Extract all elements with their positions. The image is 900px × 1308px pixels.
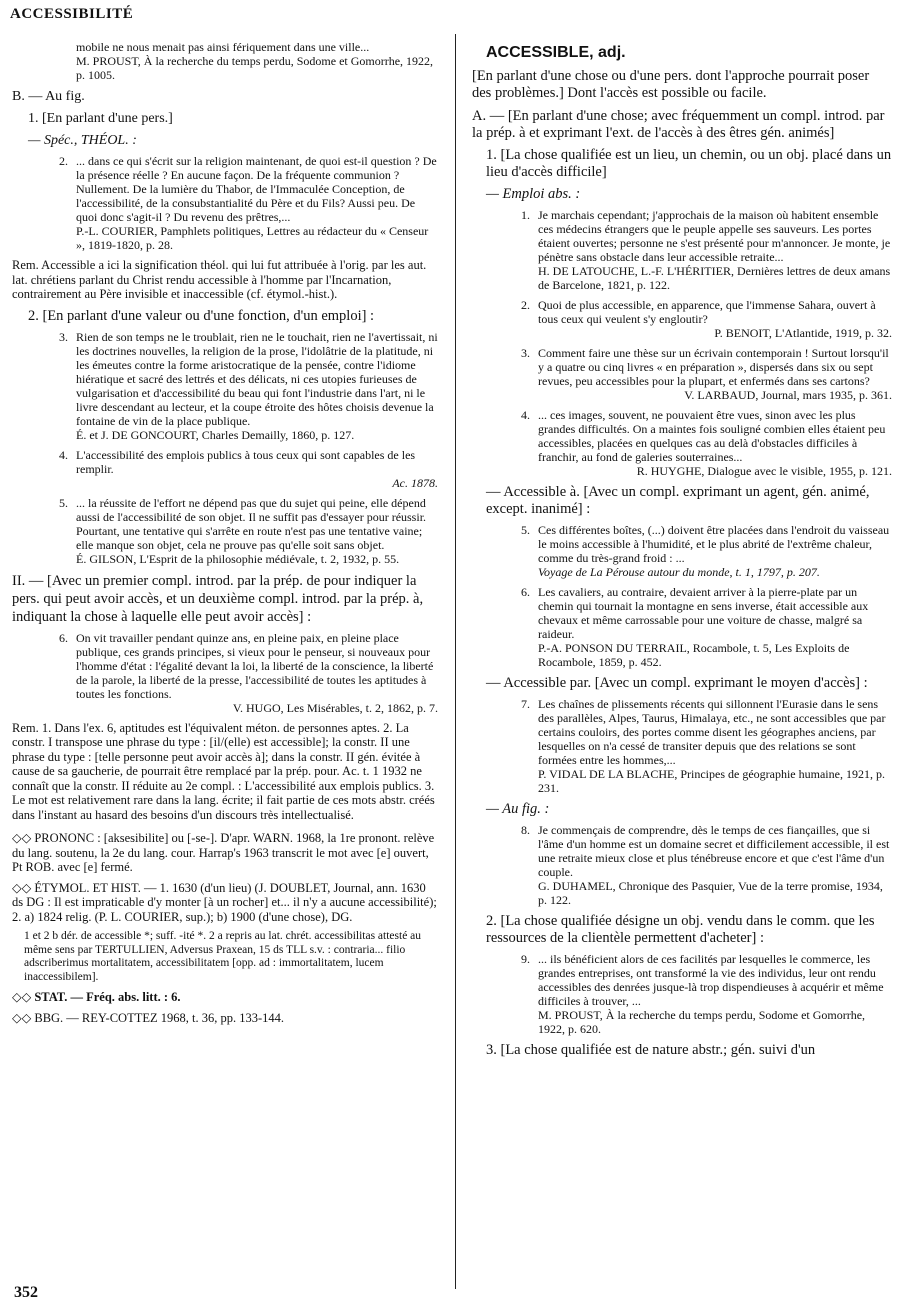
- citation-number: 8.: [521, 823, 530, 837]
- stat-block: ◇◇ STAT. — Fréq. abs. litt. : 6.: [12, 990, 181, 1004]
- citation-number: 2.: [59, 154, 68, 168]
- citation-number: 9.: [521, 952, 530, 966]
- citation-source: P.-L. COURIER, Pamphlets politiques, Lettres au rédacteur du « Censeur », 1819-1820, p. 28.: [76, 224, 429, 252]
- citation-source: P. BENOIT, L'Atlantide, 1919, p. 32.: [714, 326, 892, 340]
- sense-a-heading: A. — [En parlant d'une chose; avec fréquemment un compl. introd. par la prép. à et exprimant l'ext. de l'accès à des êtres gén. animés]: [472, 108, 885, 141]
- running-header: ACCESSIBILITÉ: [10, 6, 134, 22]
- page-number: 352: [14, 1284, 38, 1301]
- citation-text: Quoi de plus accessible, en apparence, que l'immense Sahara, ouvert à tous ceux qui veulent s'y engloutir?: [538, 298, 876, 326]
- citation-source: V. LARBAUD, Journal, mars 1935, p. 361.: [684, 388, 892, 402]
- citation-number: 6.: [59, 630, 68, 645]
- citation-r7: [521, 697, 892, 795]
- citation-source: M. PROUST, À la recherche du temps perdu, Sodome et Gomorrhe, 1922, p. 620.: [538, 1008, 866, 1036]
- citation-r1: [521, 208, 892, 292]
- citation-source: R. HUYGHE, Dialogue avec le visible, 1955, p. 121.: [636, 464, 892, 478]
- citation-number: 7.: [521, 697, 530, 711]
- citation-number: 3.: [521, 346, 530, 360]
- citation-text: Je marchais cependant; j'approchais de la maison où habitent ensemble ces médecins étrangers que le peuple appelle ses sauveurs. Les portes étaient ouvertes; personne ne s'est présenté pour m'annoncer. Je monte, je pénètre sans obstacle dans leur accessible retraite...: [538, 208, 891, 264]
- emploi-abs-label: — Emploi abs. :: [486, 186, 581, 202]
- accessible-a-heading: — Accessible à. [Avec un compl. exprimant un agent, gén. animé, except. inanimé] :: [486, 484, 870, 517]
- bibliography-block: ◇◇ BBG. — REY-COTTEZ 1968, t. 36, pp. 133-144.: [12, 1010, 284, 1025]
- citation-text: ... ces images, souvent, ne pouvaient être vues, sinon avec les plus grandes difficultés. On a maintes fois souligné combien elles étaient peu accessibles, placées en quelques cas au delà d'obstacles difficiles à franchir, au fond de galeries souterraines...: [538, 408, 886, 464]
- citation-r6: [521, 585, 892, 669]
- citation-r2: [521, 298, 892, 340]
- citation-text: mobile ne nous menait pas ainsi fériquement dans une ville...: [76, 40, 370, 54]
- citation-r5: [521, 523, 892, 579]
- etymology-block: ◇◇ ÉTYMOL. ET HIST. — 1. 1630 (d'un lieu) (J. DOUBLET, Journal, ann. 1630 ds DG : Il est impraticable d'y monter [à un rocher] et... il n'y a aucune accessibilité); 2. a) 1824 relig. (P. L. COURIER, sup.); b) 1900 (d'une chose), DG.: [12, 880, 437, 924]
- citation-text: Rien de son temps ne le troublait, rien ne le touchait, rien ne l'avertissait, ni les doctrines nouvelles, la religion de la prose, l'idolâtrie de la platitude, ni les émeutes contre la forme aristocratique de la pensée, contre l'idiome hiératique et sacré des lettrés et des délicats, ni ces utopies furieuses de vulgarisation et d'accessibilité du beau qui font l'industrie dans l'art, ni le livre descendant au lecteur, et la coupe étroite des hôtes choisis devenue la fontaine de vin de la place publique.: [76, 329, 438, 428]
- remark-2: Rem. 1. Dans l'ex. 6, aptitudes est l'équivalent méton. de personnes aptes. 2. La constr. I transpose une phrase du type : [il/(elle) est accessible]; la constr. II une phrase du type : [telle personne peut avoir accès à]; dans la constr. II gén. évitée à cause de sa gaucherie, de pourrait être remplacé par la prép. pour. Ac. t. 1 1932 ne connaît que la constr. II réduite au 2e compl. : L'accessibilité aux emplois publics. 3. Le mot est relativement rare dans la lang. écrite; il fait partie de ces mots abstr. créés dans l'instant au hasard des besoins d'un discours très intellectualisé.: [12, 720, 435, 822]
- citation-source: G. DUHAMEL, Chronique des Pasquier, Vue de la terre promise, 1934, p. 122.: [538, 879, 883, 907]
- citation-text: Les chaînes de plissements récents qui sillonnent l'Eurasie dans le sens des parallèles, Alpes, Taurus, Himalaya, etc., ne sont accessibles que par certains couloirs, des portes comme disent les géographes anciens, par lesquelles on n'a cessé de transiter depuis que des relations se sont formées entre les hommes,...: [538, 697, 886, 767]
- citation-source: É. GILSON, L'Esprit de la philosophie médiévale, t. 2, 1932, p. 55.: [76, 551, 400, 566]
- citation-number: 6.: [521, 585, 530, 599]
- citation-source: Voyage de La Pérouse autour du monde, t. 1, 1797, p. 207.: [538, 565, 820, 579]
- sense-b1: 1. [En parlant d'une pers.]: [28, 111, 173, 126]
- citation-number: 5.: [521, 523, 530, 537]
- citation-5: [59, 495, 438, 566]
- citation-r3: [521, 346, 892, 402]
- citation-source: P. VIDAL DE LA BLACHE, Principes de géographie humaine, 1921, p. 231.: [538, 767, 885, 795]
- citation-number: 4.: [59, 447, 68, 462]
- entry-title: ACCESSIBLE, adj.: [486, 44, 626, 61]
- sense-a1: 1. [La chose qualifiée est un lieu, un chemin, ou un obj. placé dans un lieu d'accès difficile]: [486, 147, 892, 180]
- citation-6: [59, 630, 438, 715]
- citation-text: L'accessibilité des emplois publics à tous ceux qui sont capables de les remplir.: [76, 447, 416, 476]
- citation-source: Ac. 1878.: [392, 475, 438, 490]
- citation-text: ... ils bénéficient alors de ces facilités par lesquelles le commerce, les grandes entreprises, ont transformé la vie des individus, leur ont rendu accessibles des denrées jusque-là trop dispendieuses à acquérir et même difficiles à trouver, ...: [538, 952, 884, 1008]
- citation-source: É. et J. DE GONCOURT, Charles Demailly, 1860, p. 127.: [76, 427, 355, 442]
- citation-text: Je commençais de comprendre, dès le temps de ces fiançailles, que si l'âme d'un homme est un domaine secret et difficilement accessible, il est une retraite mieux close et plus ténébreuse encore et que c'est l'âme d'un couple.: [538, 823, 890, 879]
- citation-text: On vit travailler pendant quinze ans, en pleine paix, en pleine place publique, ces grands principes, si vieux pour le penseur, si nouveaux pour l'homme d'état : l'égalité devant la loi, la liberté de la conscience, la liberté de la parole, la liberté de la presse, l'accessibilité de toutes les aptitudes à toutes les fonctions.: [76, 630, 434, 701]
- citation-2: [59, 154, 438, 252]
- spec-theol-label: — Spéc., THÉOL. :: [28, 133, 137, 148]
- etymology-note: 1 et 2 b dér. de accessible *; suff. -ité *. 2 a repris au lat. chrét. accessibilitas attesté au même sens par TERTULLIEN, Adversus Praxean, 15 ds TLL s.v. : contraria... filio adscriberimus mortalitatem, accessibilitatem [opp. ad : immortalitatem, lucem inaccessibilem].: [24, 930, 422, 983]
- citation-text: Comment faire une thèse sur un écrivain contemporain ! Surtout lorsqu'il y a quatre ou cinq livres « en préparation », dispersés dans six ou sept revues, peu accessibles pour la plupart, et enfermés dans ses cartons?: [538, 346, 889, 388]
- column-divider: [455, 34, 456, 1289]
- citation-number: 5.: [59, 495, 68, 510]
- sense-a2: 2. [La chose qualifiée désigne un obj. vendu dans le comm. que les ressources de la clientèle permettent d'acheter] :: [486, 913, 875, 946]
- section-ii-heading: II. — [Avec un premier compl. introd. par la prép. de pour indiquer la pers. qui peut avoir accès, et un deuxième compl. introd. par la prép. à, indiquant la chose à laquelle elle peut avoir accès] :: [12, 572, 424, 625]
- subsection-b-heading: B. — Au fig.: [12, 89, 85, 104]
- citation-continued: [76, 40, 438, 82]
- citation-source: V. HUGO, Les Misérables, t. 2, 1862, p. 7.: [232, 700, 438, 715]
- citation-source: H. DE LATOUCHE, L.-F. L'HÉRITIER, Dernières lettres de deux amans de Barcelone, 1821, p. 122.: [538, 264, 891, 292]
- pronunciation-block: ◇◇ PRONONC : [aksesibilite] ou [-se-]. D'apr. WARN. 1968, la 1re pronont. relève du lang. soutenu, la 2e du lang. cour. Harrap's 1963 transcrit le mot avec [e] ouvert, Pt ROB. avec [e] fermé.: [12, 831, 435, 874]
- right-column: [472, 40, 892, 1302]
- citation-r9: [521, 952, 892, 1036]
- au-fig-label: — Au fig. :: [486, 801, 550, 817]
- remark-1: Rem. Accessible a ici la signification théol. qui lui fut attribuée à l'orig. par les aut. lat. chrétiens parlant du Christ rendu accessible à l'homme par l'Incarnation, contrairement au Père invisible et inaccessible (cf. étymol.-hist.).: [12, 258, 427, 301]
- sense-a3: 3. [La chose qualifiée est de nature abstr.; gén. suivi d'un: [486, 1042, 816, 1058]
- citation-4: [59, 447, 438, 490]
- citation-3: [59, 329, 438, 442]
- citation-number: 4.: [521, 408, 530, 422]
- citation-text: Ces différentes boîtes, (...) doivent être placées dans l'endroit du vaisseau le moins accessible à l'humidité, et le plus abrité de l'extrême chaleur, comme du très-grand froid : ...: [538, 523, 890, 565]
- accessible-par-heading: — Accessible par. [Avec un compl. exprimant le moyen d'accès] :: [486, 675, 868, 691]
- citation-source: M. PROUST, À la recherche du temps perdu, Sodome et Gomorrhe, 1922, p. 1005.: [76, 54, 434, 82]
- left-column: [12, 40, 438, 1290]
- citation-r8: [521, 823, 892, 907]
- sense-b2: 2. [En parlant d'une valeur ou d'une fonction, d'un emploi] :: [28, 307, 375, 324]
- citation-text: ... dans ce qui s'écrit sur la religion maintenant, de quoi est-il question ? De la présence réelle ? En aucune façon. De la fréquente communion ? Nullement. De la lumière du Thabor, de l'Immaculée Conception, de l'accessibilité, de la consubstantialité du Père et du Fils? Aussi peu. De quoi donc s'agit-il ? Du revenu des prêtres,...: [76, 154, 437, 224]
- citation-source: P.-A. PONSON DU TERRAIL, Rocambole, t. 5, Les Exploits de Rocambole, 1859, p. 452.: [538, 641, 850, 669]
- citation-text: Les cavaliers, au contraire, devaient arriver à la pierre-plate par un chemin qui tournait la montagne en sens inverse, était accessible aux chevaux et même carrossable pour une voiture de chasse, malgré sa raideur.: [538, 585, 869, 641]
- entry-definition: [En parlant d'une chose ou d'une pers. dont l'approche pourrait poser des problèmes.] Dont l'accès est possible ou facile.: [472, 68, 870, 101]
- citation-number: 1.: [521, 208, 530, 222]
- citation-number: 2.: [521, 298, 530, 312]
- citation-text: ... la réussite de l'effort ne dépend pas que du sujet qui peine, elle dépend aussi de l'accessibilité de son objet. Il ne suffit pas d'essayer pour réussir. Pourtant, une tentative qui s'arrête en route n'est pas une tentative vaine; elle manque son objet, cela ne prouve pas qu'elle soit sans objet.: [76, 495, 427, 552]
- citation-number: 3.: [59, 329, 68, 344]
- citation-r4: [521, 408, 892, 478]
